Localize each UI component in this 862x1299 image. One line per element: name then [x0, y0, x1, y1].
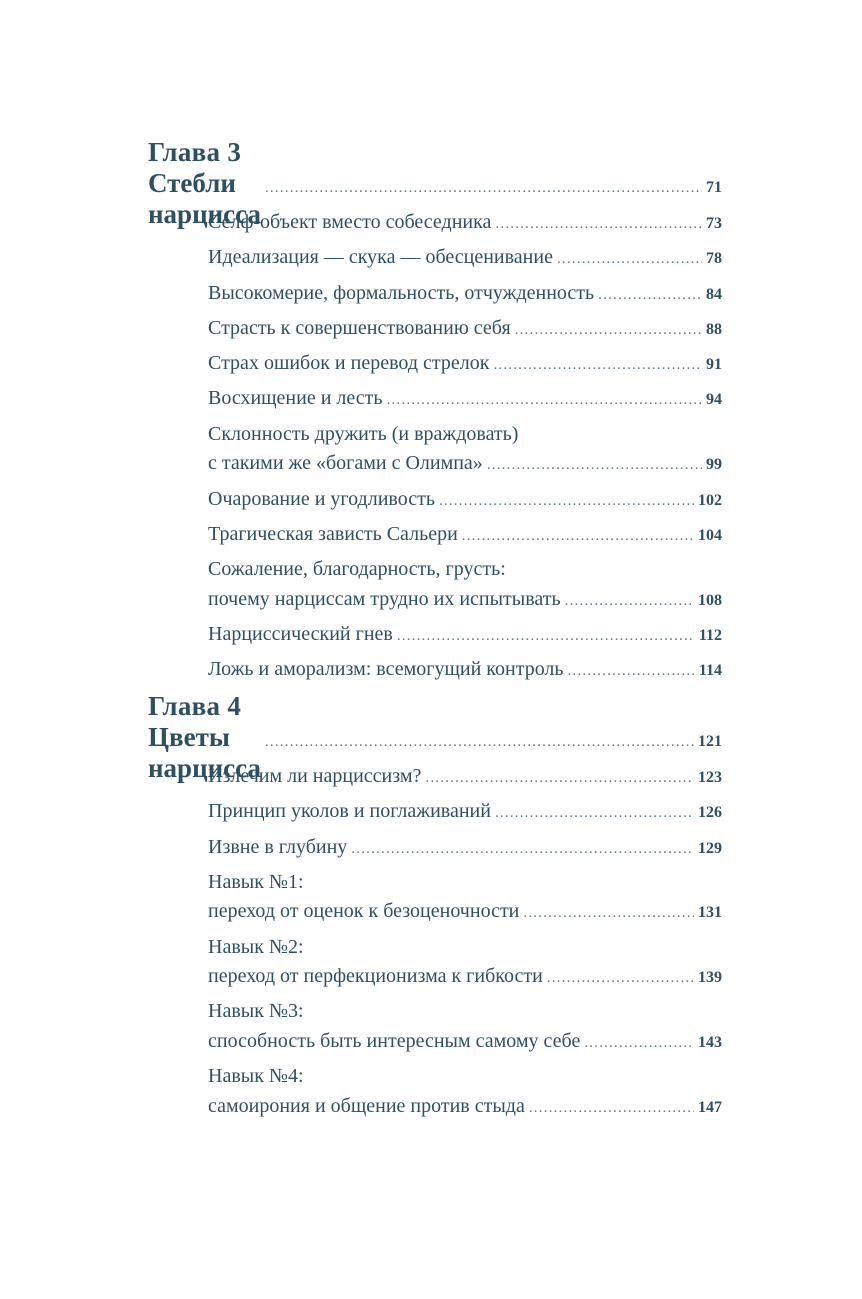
entry-page-number: 78: [706, 250, 722, 268]
toc-items: [208, 762, 722, 1123]
entry-page-number: 73: [706, 215, 722, 232]
toc-entry: [208, 420, 722, 481]
toc-entry: [208, 243, 722, 275]
entry-page-number: 147: [698, 1098, 722, 1116]
entry-page-number: 129: [698, 839, 722, 857]
toc-entry: [208, 833, 722, 865]
dot-leader: [547, 964, 694, 994]
dot-leader: [495, 210, 702, 240]
entry-page-number: 112: [698, 626, 722, 644]
entry-page-number: 139: [698, 969, 722, 987]
toc-entry: [208, 1062, 722, 1123]
entry-title: Очарование и угодливость: [208, 487, 435, 510]
dot-leader: [425, 764, 694, 794]
chapter-page-number: 121: [698, 733, 722, 750]
entry-title: переход от перфекционизма к гибкости: [208, 965, 543, 988]
entry-title: Страсть к совершенствованию себя: [208, 316, 511, 339]
chapter-title: Стебли нарцисса: [148, 168, 261, 229]
dot-leader: [387, 386, 702, 416]
entry-page-number: 84: [706, 285, 722, 303]
dot-leader: [523, 899, 694, 929]
entry-title: Излечим ли нарциссизм?: [208, 765, 422, 787]
entry-page-number: 104: [698, 526, 722, 544]
dot-leader: [265, 180, 702, 197]
toc-entry: [208, 314, 722, 346]
dot-leader: [584, 1029, 694, 1059]
entry-title-line-1: Навык №3:: [208, 1000, 304, 1023]
entry-title: способность быть интересным самому себе: [208, 1029, 581, 1052]
entry-title: Принцип уколов и поглаживаний: [208, 800, 491, 823]
toc-entry: [208, 555, 722, 616]
toc-entry: [208, 762, 722, 794]
chapter-4: [148, 690, 722, 1127]
chapter-label: Глава 3: [148, 137, 242, 167]
entry-title-line-1: Склонность дружить (и враждовать): [208, 422, 519, 445]
entry-title: с такими же «богами с Олимпа»: [208, 452, 483, 475]
dot-leader: [487, 451, 702, 481]
entry-page-number: 143: [698, 1033, 722, 1051]
dot-leader: [495, 799, 694, 829]
entry-title: Страх ошибок и перевод стрелок: [208, 352, 490, 375]
entry-page-number: 99: [706, 456, 722, 474]
chapter-label: Глава 4: [148, 691, 242, 721]
entry-page-number: 91: [706, 356, 722, 374]
dot-leader: [439, 487, 694, 517]
toc-entry: [208, 520, 722, 552]
entry-page-number: 94: [706, 391, 722, 409]
toc-entry: [208, 279, 722, 311]
toc-entry: [208, 655, 722, 687]
entry-page-number: 102: [698, 491, 722, 509]
entry-page-number: 108: [698, 591, 722, 609]
toc-entry: [208, 868, 722, 929]
entry-page-number: 114: [698, 662, 722, 680]
entry-title: Извне в глубину: [208, 835, 348, 858]
entry-title: самоирония и общение против стыда: [208, 1094, 525, 1117]
dot-leader: [557, 245, 702, 275]
entry-page-number: 131: [698, 904, 722, 922]
chapter-3: [148, 136, 722, 691]
dot-leader: [565, 587, 694, 617]
entry-title: Селф-объект вместо собеседника: [208, 211, 492, 233]
entry-page-number: 88: [706, 320, 722, 338]
dot-leader: [397, 622, 695, 652]
entry-title: Трагическая зависть Сальери: [208, 522, 458, 545]
chapter-page-number: 71: [706, 179, 722, 196]
dot-leader: [493, 351, 702, 381]
toc-entry: [208, 620, 722, 652]
entry-title: Высокомерие, формальность, отчужденность: [208, 281, 595, 304]
toc-items: [208, 208, 722, 687]
entry-title-line-1: Навык №4:: [208, 1065, 304, 1088]
toc-entry: [208, 384, 722, 416]
entry-page-number: 123: [698, 769, 722, 786]
dot-leader: [598, 281, 702, 311]
dot-leader: [265, 734, 694, 751]
entry-title-line-1: Навык №2:: [208, 935, 304, 958]
toc-entry: [208, 933, 722, 994]
toc-entry: [208, 349, 722, 381]
entry-title: Нарциссический гнев: [208, 622, 393, 645]
entry-title: почему нарциссам трудно их испытывать: [208, 587, 561, 610]
chapter-title: Цветы нарцисса: [148, 722, 261, 783]
dot-leader: [515, 316, 702, 346]
entry-title-line-1: Навык №1:: [208, 870, 304, 893]
toc-entry: [208, 797, 722, 829]
entry-title: переход от оценок к безоценочности: [208, 900, 520, 923]
entry-title: Восхищение и лесть: [208, 387, 383, 410]
entry-title-line-1: Сожаление, благодарность, грусть:: [208, 558, 506, 581]
toc-entry: [208, 997, 722, 1058]
toc-entry: [208, 208, 722, 240]
entry-title: Идеализация — скука — обесценивание: [208, 246, 553, 269]
entry-page-number: 126: [698, 804, 722, 822]
dot-leader: [529, 1094, 694, 1124]
dot-leader: [568, 657, 695, 687]
toc-entry: [208, 485, 722, 517]
entry-title: Ложь и аморализм: всемогущий контроль: [208, 658, 564, 681]
dot-leader: [351, 835, 694, 865]
dot-leader: [462, 522, 694, 552]
